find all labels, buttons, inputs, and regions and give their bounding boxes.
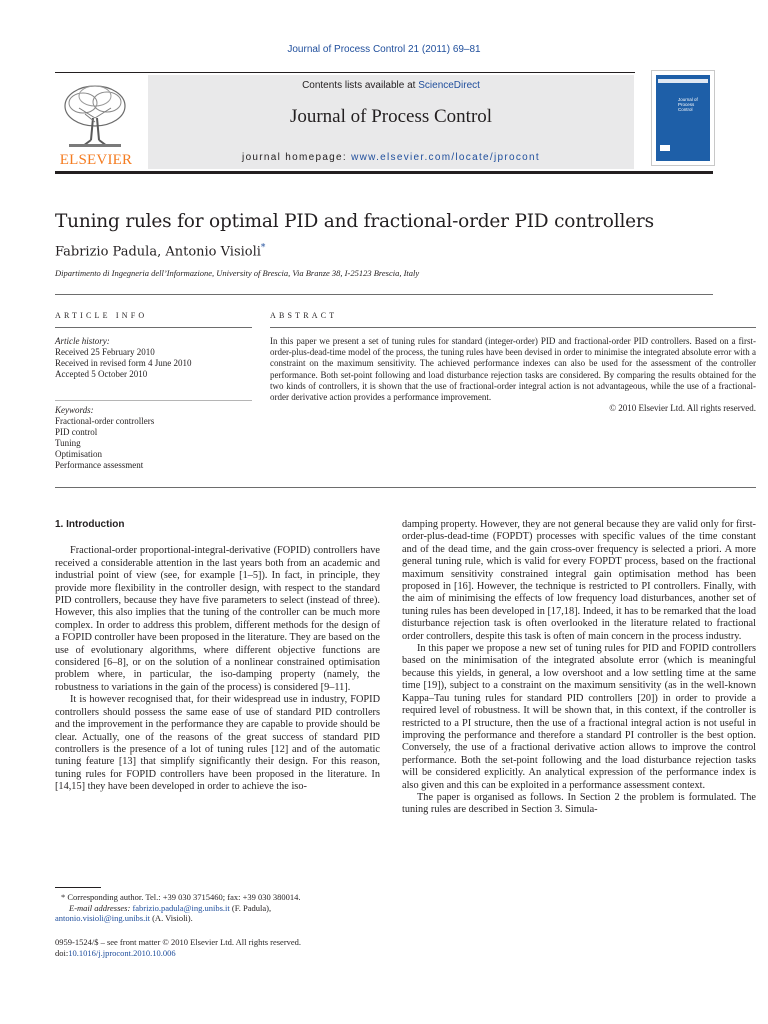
affiliation: Dipartimento di Ingegneria dell’Informazione, University of Brescia, Via Branze 38, I-25123 Brescia, Italy <box>55 268 420 278</box>
sciencedirect-link[interactable]: ScienceDirect <box>418 80 480 91</box>
publication-info <box>55 937 385 958</box>
keyword: Performance assessment <box>55 460 144 470</box>
email-line: E-mail addresses: fabrizio.padula@ing.unibs.it (F. Padula), <box>69 902 272 913</box>
copyright: © 2010 Elsevier Ltd. All rights reserved. <box>609 403 756 414</box>
publisher-name: ELSEVIER <box>59 152 133 168</box>
email-line: antonio.visioli@ing.unibs.it (A. Visioli). <box>55 913 193 923</box>
doi-link[interactable]: 10.1016/j.jprocont.2010.10.006 <box>68 947 176 958</box>
section-heading: 1. Introduction <box>55 519 125 530</box>
paragraph: It is however recognised that, for their widespread use in industry, FOPID controllers should possess the same ease of use of standard PID controllers and the improvement in the performance they are capable to provide should be clear. Actually, one of the reasons of the great success of standard PID controllers is the presence of a lot of tuning rules [12] and of the automatic tuning feature [13] that simplify significantly their design. For this reason, tuning rules for FOPID controllers have been proposed in the literature. In [14,15] they have been developed in order to achieve the iso- <box>55 694 380 793</box>
abstract-text: In this paper we present a set of tuning rules for standard (integer-order) PID and fractional-order PID controllers. Based on a first-order-plus-dead-time model of the process, the tuning rules have been devised in order to minimise the integrated absolute error with a constraint on the maximum sensitivity. The achieved performance indexes can also be used for the assessment of the controller performance. Both set-point following and load disturbance rejection tasks are considered. By comparing the results obtained for the two kinds of controllers, it is shown that the use of fractional-order integral action is not advantageous, while the use of a fractional-order derivative action provides a performance improvement. © 2010 Elsevier Ltd. All rights reserved. <box>270 336 756 414</box>
contents-line: Contents lists available at ScienceDirect <box>302 80 480 91</box>
keywords-rule <box>55 400 252 401</box>
keyword: Tuning <box>55 438 81 448</box>
history-revised: Received in revised form 4 June 2010 <box>55 358 192 368</box>
paragraph: Fractional-order proportional-integral-derivative (FOPID) controllers have received a considerable attention in the last years both from an academic and industrial point of view (see, for example [1–5]). In fact, in principle, they provide more flexibility in the controller design, with respect to the standard PID controllers, because they have five parameters to select (instead of three). However, this also implies that the tuning of the controller can be much more complex. In order to address this problem, different methods for the design of a FOPID controller have been proposed in the literature. They are based on the use of evolutionary algorithms, where different objective functions are considered [6–8], or on the solution of a nonlinear constrained optimisation problem where, in particular, the iso-damping property (namely, the robustness to variations in the gain of the process) is considered [9–11]. <box>55 545 380 693</box>
authors: Fabrizio Padula, Antonio Visioli* <box>55 243 266 260</box>
journal-citation[interactable]: Journal of Process Control 21 (2011) 69–81 <box>287 44 481 55</box>
footnotes <box>55 892 385 924</box>
abstract-heading: ABSTRACT <box>270 311 338 320</box>
keywords: Keywords: Fractional-order controllers PID control Tuning Optimisation Performance assessment <box>55 405 255 471</box>
abstract-bottom-rule <box>55 487 756 488</box>
body-left-column <box>55 519 380 794</box>
keyword: Fractional-order controllers <box>55 416 155 426</box>
homepage-link[interactable]: www.elsevier.com/locate/jprocont <box>351 152 540 163</box>
corresponding-author-note: * Corresponding author. Tel.: +39 030 3715460; fax: +39 030 380014. <box>61 892 301 902</box>
email-link[interactable]: antonio.visioli@ing.unibs.it <box>55 913 150 923</box>
journal-homepage: journal homepage: www.elsevier.com/locate/jprocont <box>242 152 540 163</box>
abstract-rule <box>270 327 756 328</box>
body-right-column <box>402 519 756 817</box>
corresponding-author-mark[interactable]: * <box>260 243 266 253</box>
history-received: Received 25 February 2010 <box>55 347 155 357</box>
header-bottom-rule <box>55 171 713 174</box>
article-info-heading: ARTICLE INFO <box>55 311 148 320</box>
title-separator <box>55 294 713 295</box>
footnote-rule <box>55 887 101 888</box>
issn-line: 0959-1524/$ – see front matter © 2010 Elsevier Ltd. All rights reserved. <box>55 937 302 947</box>
paragraph: The paper is organised as follows. In Section 2 the problem is formulated. The tuning rules are described in Section 3. Simula- <box>402 791 756 816</box>
journal-title: Journal of Process Control <box>289 106 493 127</box>
header-top-rule <box>55 72 635 73</box>
doi-line: doi:10.1016/j.jprocont.2010.10.006 <box>55 947 176 958</box>
article-history: Article history: Received 25 February 2010 Received in revised form 4 June 2010 Accepted 5 October 2010 <box>55 336 255 380</box>
article-info-rule <box>55 327 252 328</box>
email-link[interactable]: fabrizio.padula@ing.unibs.it <box>132 902 230 913</box>
keyword: Optimisation <box>55 449 102 459</box>
history-accepted: Accepted 5 October 2010 <box>55 369 148 379</box>
paragraph: damping property. However, they are not general because they are valid only for first-order-plus-dead-time (FOPDT) processes with specific values of the time constant and of the dead time, and the gain cross-over frequency is selected a priori. A more general tuning rule, which is valid for every FOPDT process, based on the fractional maximum sensitivity constrained integral gain optimisation method has been proposed in [16]. However, the technique is restricted to PI controllers. Finally, with the aim of minimising the effects of low frequency load disturbances, another set of tuning rules has been developed in [17,18]. Indeed, it has to be remarked that the load disturbance rejection task is often overlooked in the literature related to fractional order controllers, despite this task is often of main concern in the process industry. <box>402 519 756 642</box>
article-title: Tuning rules for optimal PID and fractional-order PID controllers <box>55 211 654 232</box>
keyword: PID control <box>55 427 98 437</box>
journal-cover-thumbnail <box>651 70 715 166</box>
paragraph: In this paper we propose a new set of tuning rules for PID and FOPID controllers based on the minimisation of the integrated absolute error (which is meaningful because this yields, in general, a low overshoot and a low settling time at the same time [19]), subject to a constraint on the maximum sensitivity (as in the well-known Kappa–Tau tuning rules for standard PID controllers [20]) in order to provide a required level of robustness. It will be shown that, in this context, if the controller is restricted to a PI structure, then the use of a fractional integral action is not useful in improving the performance and therefore a standard PI controller is the best option. Conversely, the use of a fractional derivative action allows to improve the control performance. Both the set-point following and the load disturbance rejection tasks will be considered explicitly. An analytical expression of the performance index is also given and this can be exploited in a performance assessment context. <box>402 643 756 791</box>
cover-title: Journal of Process Control <box>678 97 698 112</box>
